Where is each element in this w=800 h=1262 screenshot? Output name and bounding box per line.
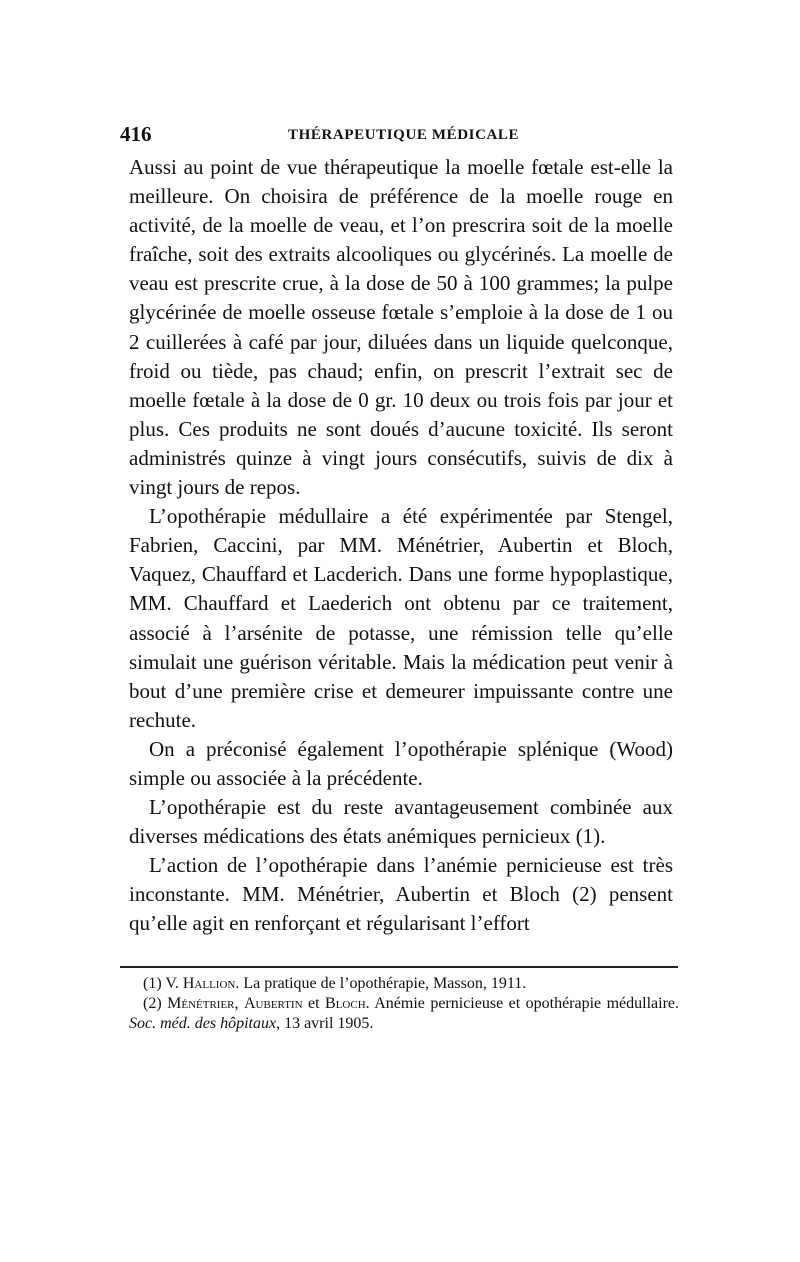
footnote-author: Ménétrier — [167, 995, 235, 1012]
paragraph: L’opothérapie médullaire a été expérimentée par Stengel, Fabrien, Caccini, par MM. Ménétrier, Aubertin et Bloch, Vaquez, Chauffard et Lacderich. Dans une forme hypoplastique, MM. Chauffard et Laederich ont obtenu par ce traitement, associé à l’arsénite de potasse, une rémission telle qu’elle simulait une guérison véritable. Mais la médication peut venir à bout d’une première crise et demeurer impuissante contre une rechute. — [129, 504, 673, 732]
body-text — [129, 153, 673, 939]
footnote-author: Bloch — [325, 995, 366, 1012]
footnote-author: Hallion — [182, 975, 236, 992]
footnote-marker: (2) — [143, 995, 162, 1012]
footnote-text: . La pratique de l’opothérapie, Masson, 1911. — [235, 975, 527, 992]
paragraph: On a préconisé également l’opothérapie splénique (Wood) simple ou associée à la précédente. — [129, 736, 673, 790]
footnote-separator — [120, 966, 678, 968]
page-number: 416 — [120, 122, 152, 146]
footnote-1 — [129, 974, 679, 994]
footnote-separator-text: , — [234, 995, 244, 1012]
footnote-2 — [129, 994, 679, 1034]
footnote-journal: Soc. méd. des hôpitaux — [129, 1015, 277, 1032]
footnotes — [129, 974, 679, 1034]
footnote-title: . Anémie pernicieuse et opothérapie médullaire. — [365, 995, 680, 1012]
footnote-marker: (1) V. — [143, 975, 179, 992]
footnote-date: , 13 avril 1905. — [276, 1015, 374, 1032]
page-header — [120, 122, 680, 146]
paragraph: L’action de l’opothérapie dans l’anémie pernicieuse est très inconstante. MM. Ménétrier, Aubertin et Bloch (2) pensent qu’elle agit en renforçant et régularisant l’effort — [129, 853, 673, 936]
footnote-author: Aubertin — [243, 995, 303, 1012]
footnote-separator-text: et — [302, 995, 326, 1012]
paragraph: Aussi au point de vue thérapeutique la moelle fœtale est-elle la meilleure. On choisira de préférence de la moelle rouge en activité, de la moelle de veau, et l’on prescrira soit de la moelle fraîche, soit des extraits alcooliques ou glycérinés. La moelle de veau est prescrite crue, à la dose de 50 à 100 grammes; la pulpe glycérinée de moelle osseuse fœtale s’emploie à la dose de 1 ou 2 cuillerées à café par jour, diluées dans un liquide quelconque, froid ou tiède, pas chaud; enfin, on prescrit l’extrait sec de moelle fœtale à la dose de 0 gr. 10 deux ou trois fois par jour et plus. Ces produits ne sont doués d’aucune toxicité. Ils seront administrés quinze à vingt jours consécutifs, suivis de dix à vingt jours de repos. — [129, 155, 673, 500]
running-title: THÉRAPEUTIQUE MÉDICALE — [288, 127, 520, 143]
paragraph: L’opothérapie est du reste avantageusement combinée aux diverses médications des états anémiques pernicieux (1). — [129, 795, 673, 849]
